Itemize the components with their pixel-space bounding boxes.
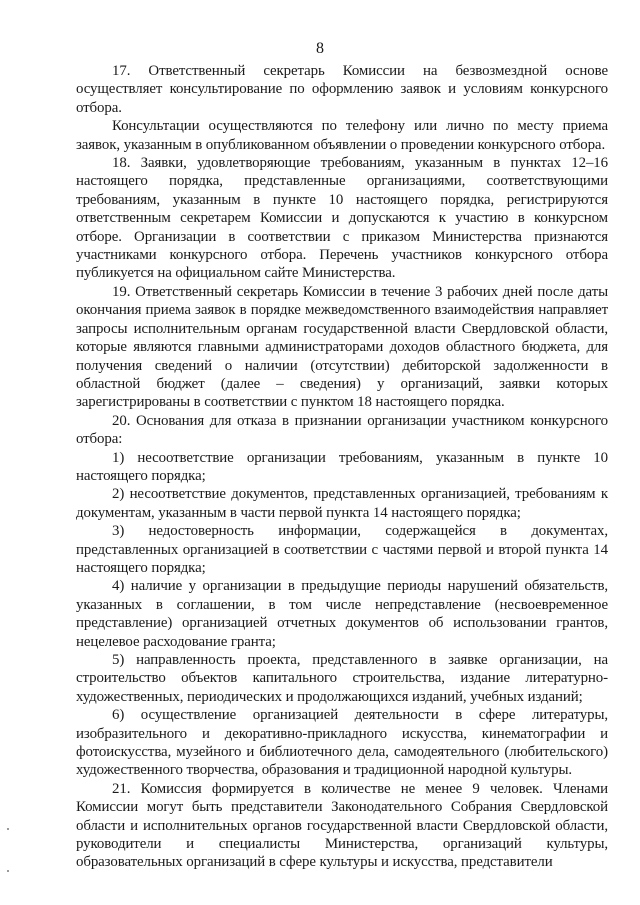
paragraph-19: 19. Ответственный секретарь Комиссии в течение 3 рабочих дней после даты окончания приема заявок в порядке межведомственного взаимодействия направляет запросы исполнительным органам государственной власти Свердловской области, которые являются главными администраторами доходов областного бюджета, для получения сведений о наличии (отсутствии) дебиторской задолженности в областной бюджет (далее – сведения) у организаций, заявки которых зарегистрированы в соответствии с пунктом 18 настоящего порядка. <box>76 283 608 411</box>
paragraph-17-consultations: Консультации осуществляются по телефону или лично по месту приема заявок, указанным в опубликованном объявлении о проведении конкурсного отбора. <box>76 118 608 153</box>
paragraph-20: 20. Основания для отказа в признании организации участником конкурсного отбора: <box>76 412 608 448</box>
paragraph-18: 18. Заявки, удовлетворяющие требованиям, указанным в пунктах 12–16 настоящего порядка, представленные организациями, соответствующими требованиям, указанным в пункте 10 настоящего порядка, регистрируются ответственным секретарем Комиссии и допускаются к участию в конкурсном отборе. Организации в соответствии с приказом Министерства признаются участниками конкурсного отбора. Перечень участников конкурсного отбора публикуется на официальном сайте Министерства. <box>76 155 608 282</box>
paragraph-20-item-2: 2) несоответствие документов, представленных организацией, требованиям к документам, указанным в части первой пункта 14 настоящего порядка; <box>76 486 608 521</box>
paragraph-20-item-4: 4) наличие у организации в предыдущие периоды нарушений обязательств, указанных в соглашении, в том числе непредставление (несвоевременное представление) организацией отчетных документов об использовании грантов, нецелевое расходование гранта; <box>76 578 608 650</box>
paragraph-20-item-5: 5) направленность проекта, представленного в заявке организации, на строительство объектов капитального строительства, издание литературно-художественных, периодических и продолжающихся изданий, учебных изданий; <box>76 652 608 705</box>
paragraph-20-item-1: 1) несоответствие организации требованиям, указанным в пункте 10 настоящего порядка; <box>76 449 608 484</box>
paragraph-17: 17. Ответственный секретарь Комиссии на безвозмездной основе осуществляет консультирование по оформлению заявок и условиям конкурсного отбора. <box>76 63 608 116</box>
scan-speck <box>7 828 9 830</box>
document-body <box>76 62 608 872</box>
paragraph-20-item-3: 3) недостоверность информации, содержащейся в документах, представленных организацией в соответствии с частями первой и второй пункта 14 настоящего порядка; <box>76 523 608 576</box>
scan-speck <box>7 870 9 872</box>
paragraph-20-item-6: 6) осуществление организацией деятельности в сфере литературы, изобразительного и декоративно-прикладного искусства, кинематографии и фотоискусства, музейного и библиотечного дела, самодеятельного (любительского) художественного творчества, образования и традиционной народной культуры. <box>76 707 608 779</box>
page-number: 8 <box>316 40 324 57</box>
paragraph-21: 21. Комиссия формируется в количестве не менее 9 человек. Членами Комиссии могут быть представители Законодательного Собрания Свердловской области и исполнительных органов государственной власти Свердловской области, руководители и специалисты Министерства, организаций культуры, образовательных организаций в сфере культуры и искусства, представители <box>76 780 608 871</box>
